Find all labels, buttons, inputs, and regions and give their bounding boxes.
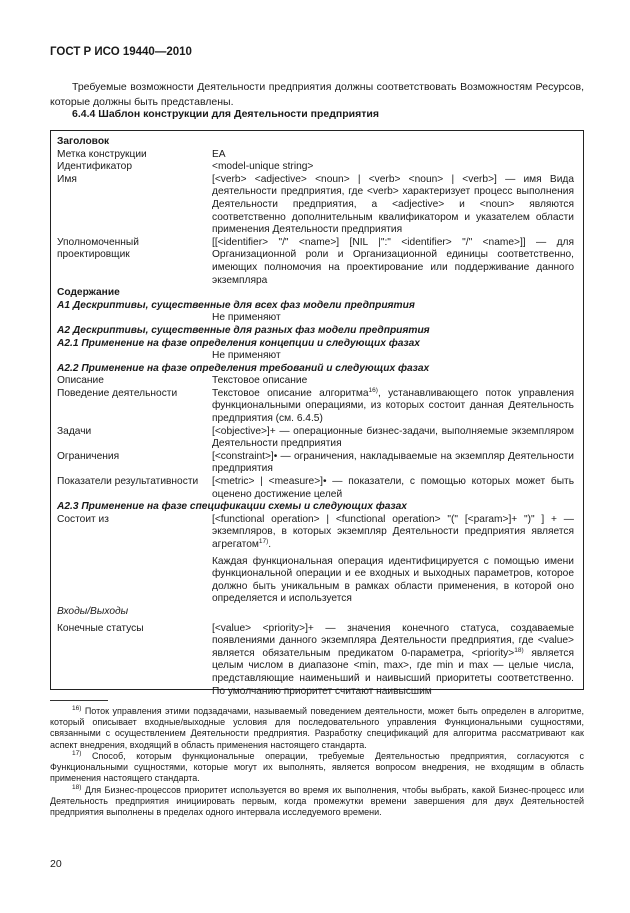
table-row [57,451,575,476]
value-text: , устанавливающего поток управления функциональными операциями, из которых состоит данная Деятельность предприятия (см. 6.4.5) [212,387,574,425]
row-value: [<constraint>]• — ограничения, накладываемые на экземпляр Деятельности предприятия [212,450,574,475]
row-value [212,388,574,426]
footnote-number: 17) [72,750,82,757]
row-key [57,237,212,287]
row-key: Описание [57,375,104,387]
value-text: [<value> <priority>]+ — значения конечного статуса, создаваемые появлениями данного экземпляра Деятельности предприятия, где <value> является обязательным предикатом 0-параметра, <priority> [212,622,574,659]
table-row [57,174,575,237]
subheading-a21: A2.1 Применение на фазе определения концепции и следующих фазах [57,337,420,349]
table-row [57,237,575,287]
row-value: [<metric> | <measure>]• — показатели, с помощью которых может быть оценено достижение целей [212,476,574,500]
template-table [50,130,584,697]
row-value [212,514,574,606]
table-row [57,375,575,388]
table-row [57,312,575,325]
row-value: Не применяют [212,312,281,324]
intro-text: Требуемые возможности Деятельности предприятия должны соответствовать Возможностям Ресурсов, которые должны быть представлены. [50,81,584,108]
intro-paragraph [50,80,584,110]
footnote-number: 16) [72,705,82,712]
table-row [57,426,575,451]
row-key: Поведение деятельности [57,387,178,399]
row-key: Состоит из [57,513,109,525]
row-key: Ограничения [57,450,120,462]
value-text: [<functional operation> | <functional operation> "(" [<param>]+ ")" ] + — экземпляров, в которых экземпляр Деятельности предприятия является агрегатом [212,513,574,550]
table-row [57,161,575,174]
subheading-a2: A2 Дескриптивы, существенные для разных фаз модели предприятия [57,324,430,336]
footnote [50,751,584,785]
document-header: ГОСТ Р ИСО 19440—2010 [50,46,192,58]
row-key [57,350,212,363]
heading-label: Заголовок [57,136,110,147]
row-key: Идентификатор [57,161,132,173]
row-key-line: проектировщик [57,249,130,261]
value-text: Текстовое описание алгоритма [212,387,369,399]
subheading-a23: A2.3 Применение на фазе спецификации схемы и следующих фазах [57,501,407,513]
subheading-a22: A2.2 Применение на фазе определения требований и следующих фазах [57,362,430,374]
table-row [57,623,575,699]
row-key: Показатели результативности [57,476,199,488]
footnote-number: 18) [72,784,82,791]
table-row [57,388,575,426]
table-row [57,350,575,363]
row-value: <model-unique string> [212,161,314,173]
value-text: . [268,539,272,550]
row-key: Метка конструкции [57,148,147,160]
row-value: [<objective>]+ — операционные бизнес-задачи, выполняемые экземпляром Деятельности предприятия [212,425,574,450]
footnote-text: Для Бизнес-процессов приоритет используется во время их выполнения, чтобы выбрать, какой Бизнес-процесс или Деятельность предприятия инициировать первым, когда промежутки времени завершения для двух Деятельностей предприятия выполнены в пределах одного интервала исследуемого времени. [50,785,584,818]
footnote-text: Способ, которым функциональные операции, требуемые Деятельностью предприятия, согласуются с Функциональными сущностями, которые могут их выполнять, является вопросом внедрения, не входящим в область применения настоящего стандарта. [50,751,584,784]
footnote [50,706,584,751]
page-number: 20 [50,858,62,870]
row-key [57,312,212,325]
row-value: [<verb> <adjective> <noun> | <verb> <noun> | <verb>] — имя Вида деятельности предприятия, где <verb> характеризует процесс выполнения Деятельности предприятия, а <adjective> и <noun> являются соответственно дополнительным квалификатором и указателем области применения Деятельности предприятия [212,173,574,236]
value-paragraph: Каждая функциональная операция идентифицируется с помощью имени функциональной операции и ее входных и выходных параметров, которое должно быть уникальным в рамках области применения, в которой оно определяется и используется [212,555,574,605]
row-value: Не применяют [212,350,281,362]
value-text: является целым числом в диапазоне <min, max>, где min и max — целые числа, представляющие наименьший и наивысший приоритеты соответственно. По умолчанию приоритет считают наивысшим [212,647,574,697]
row-key: Конечные статусы [57,622,144,634]
row-key: Имя [57,173,77,185]
section-title: 6.4.4 Шаблон конструкции для Деятельности предприятия [72,108,379,120]
footnote-divider [50,700,108,701]
table-row [57,476,575,501]
footnote-ref: 16) [368,386,378,394]
footnote-text: Поток управления этими подзадачами, называемый поведением деятельности, может быть определен в алгоритме, который описывает входные/выходные условия для последовательного управления Функциональными сущностями, связанными с осуществлением Деятельности предприятия. Разработку спецификаций для алгоритма рассматривают как аспект внедрения, входящий в область применения настоящего стандарта. [50,706,584,750]
footnote-ref: 18) [514,646,524,654]
content-label: Содержание [57,287,120,299]
row-key: Задачи [57,425,92,437]
row-key-line: Уполномоченный [57,236,139,248]
io-label: Входы/Выходы [57,605,129,617]
value-paragraph [212,514,574,552]
row-value: Текстовое описание [212,375,308,387]
row-value: EA [212,148,226,160]
footnote-ref: 17) [258,538,269,545]
subheading-a1: A1 Дескриптивы, существенные для всех фаз модели предприятия [57,299,415,311]
footnote [50,785,584,819]
row-value: [[<identifier> "/" <name>] [NIL |":" <identifier> "/" <name>]] — для Организационной роли и Организационной единицы соответственно, имеющих полномочия на проектирование или поддерживание данного экземпляра [212,236,574,286]
row-value [212,623,574,699]
table-row [57,149,575,162]
table-row [57,514,575,606]
